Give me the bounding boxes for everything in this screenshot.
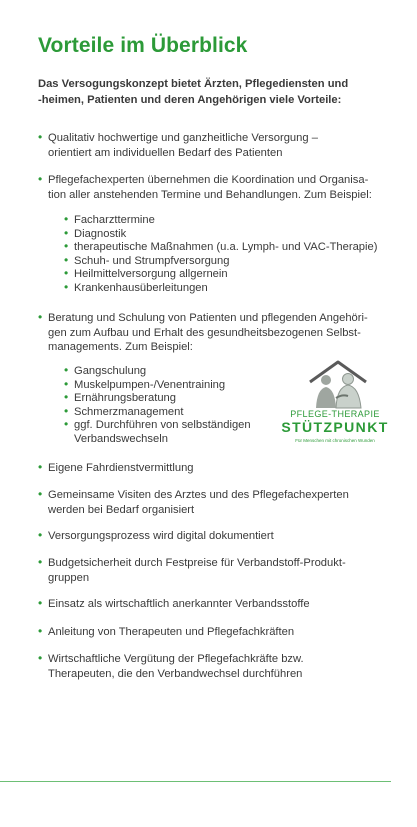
item-line: Versorgungsprozess wird digital dokumentiert bbox=[48, 530, 274, 542]
sub-item-label: Diagnostik bbox=[74, 227, 127, 240]
sub-list-item bbox=[64, 252, 377, 269]
bullet-icon: • bbox=[64, 212, 69, 226]
list-item bbox=[38, 625, 388, 640]
sub-item-label: Facharzttermine bbox=[74, 214, 155, 226]
bullet-icon: • bbox=[38, 130, 43, 144]
logo-wordmark: STÜTZPUNKT bbox=[281, 419, 389, 435]
item-line: managements. Zum Beispiel: bbox=[48, 341, 193, 353]
bullet-icon: • bbox=[64, 376, 69, 391]
item-line: Einsatz als wirtschaftlich anerkannter Verbandsstoffe bbox=[48, 598, 310, 610]
list-item bbox=[38, 311, 388, 355]
sub-item-label: Gangschulung bbox=[74, 365, 147, 377]
bullet-icon: • bbox=[38, 555, 43, 569]
sub-list-item bbox=[64, 419, 251, 433]
sub-list-item bbox=[64, 241, 377, 255]
house-people-icon bbox=[270, 358, 400, 410]
logo-tagline: Für Menschen mit chronischen Wunden bbox=[295, 438, 375, 443]
sub-item-label: ggf. Durchführen von selbständigen bbox=[74, 419, 251, 432]
item-line: Wirtschaftliche Vergütung der Pflegefachkräfte bzw. bbox=[48, 653, 304, 665]
sub-list-item bbox=[64, 225, 377, 242]
item-line: Qualitativ hochwertige und ganzheitliche Versorgung – bbox=[48, 132, 318, 144]
bullet-icon: • bbox=[38, 596, 43, 610]
item-line: Gemeinsame Visiten des Arztes und des Pflegefachexperten bbox=[48, 489, 349, 501]
list-item bbox=[38, 652, 388, 681]
bullet-icon: • bbox=[38, 487, 43, 501]
list-item bbox=[38, 173, 388, 202]
item-line: gen zum Aufbau und Erhalt des gesundheitsbezogenen Selbst- bbox=[48, 326, 361, 339]
sub-list-item bbox=[64, 403, 251, 420]
item-line: Eigene Fahrdienstvermittlung bbox=[48, 462, 194, 474]
bullet-icon: • bbox=[64, 363, 69, 377]
bullet-icon: • bbox=[64, 266, 69, 281]
bullet-icon: • bbox=[38, 172, 43, 186]
bullet-icon: • bbox=[64, 279, 69, 294]
bullet-icon: • bbox=[64, 252, 69, 267]
item-line: tion aller anstehenden Termine und Behandlungen. Zum Beispiel: bbox=[48, 188, 372, 201]
sub-item-label: Verbandswechseln bbox=[74, 432, 168, 445]
item-line: Budgetsicherheit durch Festpreise für Verbandstoff-Produkt- bbox=[48, 557, 346, 569]
sub-item-label: Schmerzmanagement bbox=[74, 405, 184, 418]
bullet-icon: • bbox=[64, 390, 69, 405]
bullet-icon: • bbox=[38, 310, 43, 324]
sub-list-item bbox=[64, 365, 251, 379]
sub-list bbox=[64, 365, 251, 447]
stuetzpunkt-logo bbox=[270, 358, 400, 448]
list-item bbox=[38, 529, 388, 544]
sub-list-item bbox=[64, 268, 377, 282]
item-line: orientiert am individuellen Bedarf des Patienten bbox=[48, 146, 283, 159]
sub-list-item bbox=[64, 433, 251, 447]
intro-text bbox=[38, 76, 383, 108]
bullet-icon: • bbox=[64, 403, 69, 418]
sub-item-label: Krankenhausüberleitungen bbox=[74, 281, 208, 294]
intro-line: -heimen, Patienten und deren Angehörigen viele Vorteile: bbox=[38, 94, 342, 106]
bullet-icon: • bbox=[38, 460, 43, 474]
bullet-icon: • bbox=[38, 651, 43, 665]
intro-line: Das Versogungskonzept bietet Ärzten, Pflegediensten und bbox=[38, 78, 349, 90]
sub-item-label: Muskelpumpen-/Venentraining bbox=[74, 378, 226, 391]
bullet-icon: • bbox=[64, 239, 69, 254]
item-line: werden bei Bedarf organisiert bbox=[48, 503, 195, 516]
sub-item-label: therapeutische Maßnahmen (u.a. Lymph- und VAC-Therapie) bbox=[74, 241, 378, 254]
bottom-divider bbox=[0, 781, 391, 782]
bullet-icon: • bbox=[38, 528, 43, 542]
list-item bbox=[38, 461, 388, 476]
logo-title: PFLEGE-THERAPIE bbox=[290, 409, 380, 419]
item-line: Therapeuten, die den Verbandwechsel durchführen bbox=[48, 667, 303, 680]
item-line: gruppen bbox=[48, 571, 90, 584]
sub-list-item bbox=[64, 392, 251, 406]
list-item bbox=[38, 597, 388, 612]
sub-list-item bbox=[64, 214, 377, 228]
bullet-icon: • bbox=[64, 417, 69, 432]
sub-list-item bbox=[64, 279, 377, 296]
sub-list-item bbox=[64, 376, 251, 393]
sub-item-label: Ernährungsberatung bbox=[74, 392, 177, 405]
list-item bbox=[38, 556, 388, 585]
item-line: Beratung und Schulung von Patienten und pflegenden Angehöri- bbox=[48, 312, 368, 324]
item-line: Pflegefachexperten übernehmen die Koordination und Organisa- bbox=[48, 174, 369, 186]
sub-list bbox=[64, 214, 377, 296]
bullet-icon: • bbox=[38, 624, 43, 638]
sub-item-label: Heilmittelversorgung allgernein bbox=[74, 268, 228, 281]
list-item bbox=[38, 488, 388, 517]
list-item bbox=[38, 131, 388, 160]
bullet-icon: • bbox=[64, 225, 69, 240]
page-title: Vorteile im Überblick bbox=[38, 34, 248, 57]
item-line: Anleitung von Therapeuten und Pflegefachkräften bbox=[48, 626, 295, 638]
sub-item-label: Schuh- und Strumpfversorgung bbox=[74, 254, 230, 267]
